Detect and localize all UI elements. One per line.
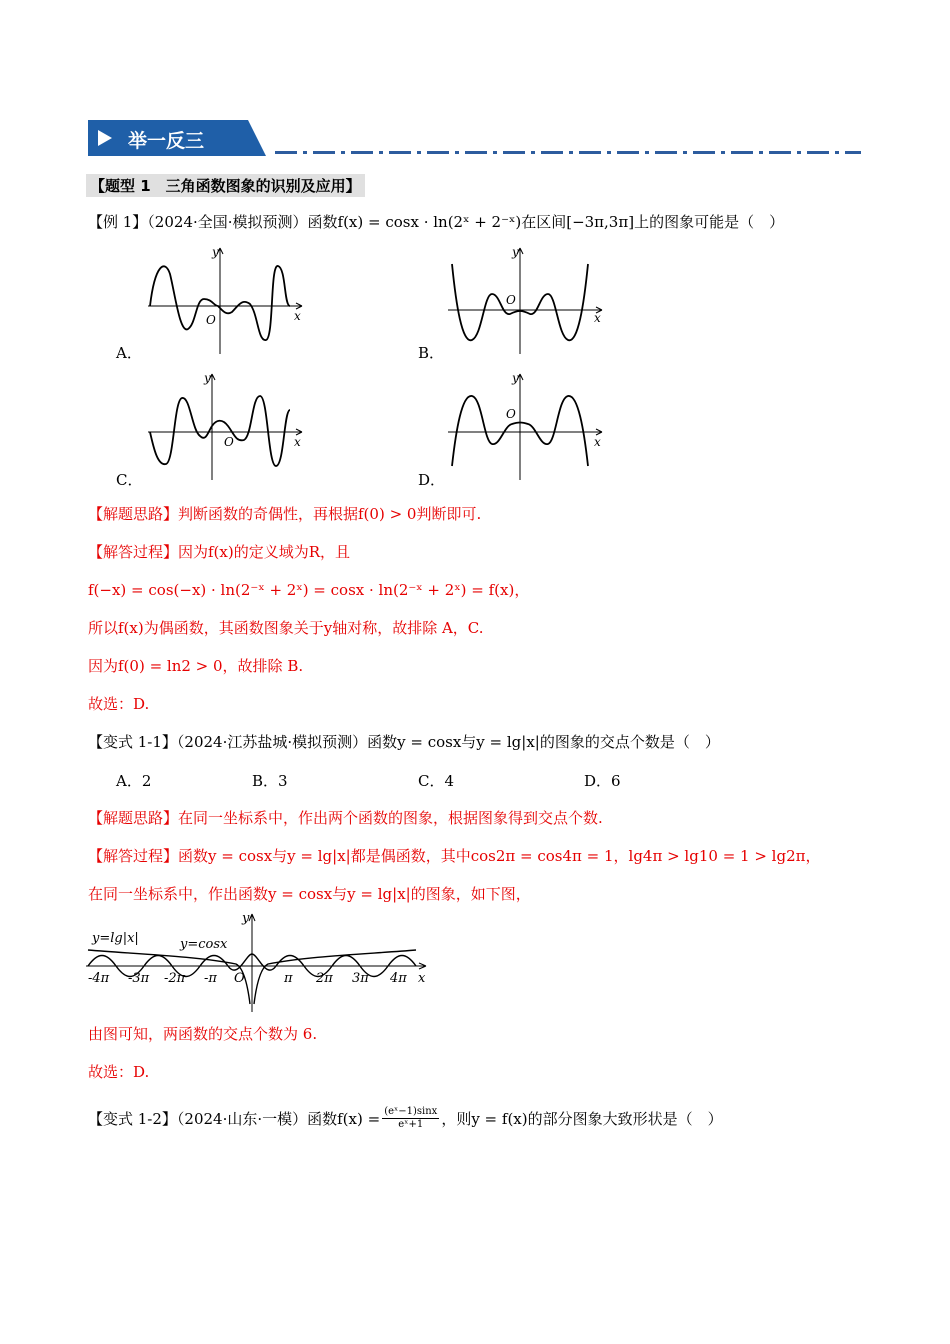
axis-y-label: y: [204, 371, 211, 385]
section-title: 【题型 1 三角函数图象的识别及应用】: [86, 174, 365, 197]
variant1-1-conclusion: 由图可知，两函数的交点个数为 6.: [88, 1025, 318, 1043]
tick-4pi: 4π: [390, 971, 407, 986]
example1-process-3: 所以f(x)为偶函数，其函数图象关于y轴对称，故排除 A，C.: [88, 619, 484, 637]
option-a-label: A．: [116, 344, 142, 362]
axis-y-label: y: [512, 245, 519, 259]
origin-label: O: [224, 435, 234, 449]
axis-x-label: x: [594, 311, 601, 325]
graph-option-a: [140, 244, 310, 356]
tick--3pi: -3π: [128, 971, 150, 986]
label-lg-curve: y=lg|x|: [92, 931, 139, 946]
label-cos-curve: y=cosx: [180, 937, 228, 952]
cos-lg-graph: [86, 908, 432, 1012]
axis-y-label: y: [212, 245, 219, 259]
variant1-1-question: 【变式 1-1】（2024·江苏盐城·模拟预测）函数y = cosx与y = lg|x|的图象的交点个数是（ ）: [88, 733, 720, 751]
fraction: [382, 1106, 439, 1131]
example1-answer: 故选：D.: [88, 695, 150, 713]
variant1-1-idea: 【解题思路】在同一坐标系中，作出两个函数的图象，根据图象得到交点个数.: [88, 809, 603, 827]
example1-idea: 【解题思路】判断函数的奇偶性，再根据f(0) > 0判断即可.: [88, 505, 482, 523]
origin-label: O: [506, 293, 516, 307]
variant1-1-answer: 故选：D.: [88, 1063, 150, 1081]
tick--2pi: -2π: [164, 971, 186, 986]
fraction-denominator: eˣ+1: [398, 1119, 424, 1130]
option-c-label: C．: [116, 471, 143, 489]
example1-process-2: f(−x) = cos(−x) · ln(2⁻ˣ + 2ˣ) = cosx · ln(2⁻ˣ + 2ˣ) = f(x)，: [88, 581, 530, 599]
origin-label: O: [234, 971, 245, 986]
choice-d: D．6: [584, 772, 621, 790]
tick--4pi: -4π: [88, 971, 110, 986]
variant1-1-process-2: 在同一坐标系中，作出函数y = cosx与y = lg|x|的图象，如下图，: [88, 885, 531, 903]
graph-option-d: [440, 370, 610, 482]
choice-c: C．4: [418, 772, 455, 790]
banner-title: 举一反三: [128, 130, 205, 152]
graph-option-c: [140, 370, 310, 482]
axis-x-label: x: [594, 435, 601, 449]
choice-a: A．2: [116, 772, 152, 790]
origin-label: O: [506, 407, 516, 421]
axis-x-label: x: [294, 309, 301, 323]
example1-process-1: 【解答过程】因为f(x)的定义域为R，且: [88, 543, 351, 561]
fraction-numerator: (eˣ−1)sinx: [384, 1106, 438, 1117]
variant1-2-question: [88, 1106, 723, 1131]
choice-b: B．3: [252, 772, 288, 790]
axis-y-label: y: [242, 911, 250, 926]
axis-y-label: y: [512, 371, 519, 385]
option-d-label: D．: [418, 471, 446, 489]
tick--pi: -π: [204, 971, 217, 986]
tick-2pi: 2π: [316, 971, 333, 986]
tick-pi: π: [284, 971, 293, 986]
example1-process-4: 因为f(0) = ln2 > 0，故排除 B.: [88, 657, 304, 675]
option-b-label: B．: [418, 344, 445, 362]
example1-question: 【例 1】（2024·全国·模拟预测）函数f(x) = cosx · ln(2ˣ + 2⁻ˣ)在区间[−3π,3π]上的图象可能是（ ）: [88, 213, 785, 231]
dashed-divider: [275, 151, 861, 154]
axis-x-label: x: [418, 971, 426, 986]
origin-label: O: [206, 313, 216, 327]
variant1-1-process-1: 【解答过程】函数y = cosx与y = lg|x|都是偶函数，其中cos2π = cos4π = 1，lg4π > lg10 = 1 > lg2π，: [88, 847, 821, 865]
variant1-2-suffix: ，则y = f(x)的部分图象大致形状是（ ）: [441, 1109, 723, 1128]
graph-option-b: [440, 244, 610, 356]
axis-x-label: x: [294, 435, 301, 449]
variant1-2-prefix: 【变式 1-2】（2024·山东·一模）函数f(x) =: [88, 1109, 381, 1128]
tick-3pi: 3π: [352, 971, 369, 986]
